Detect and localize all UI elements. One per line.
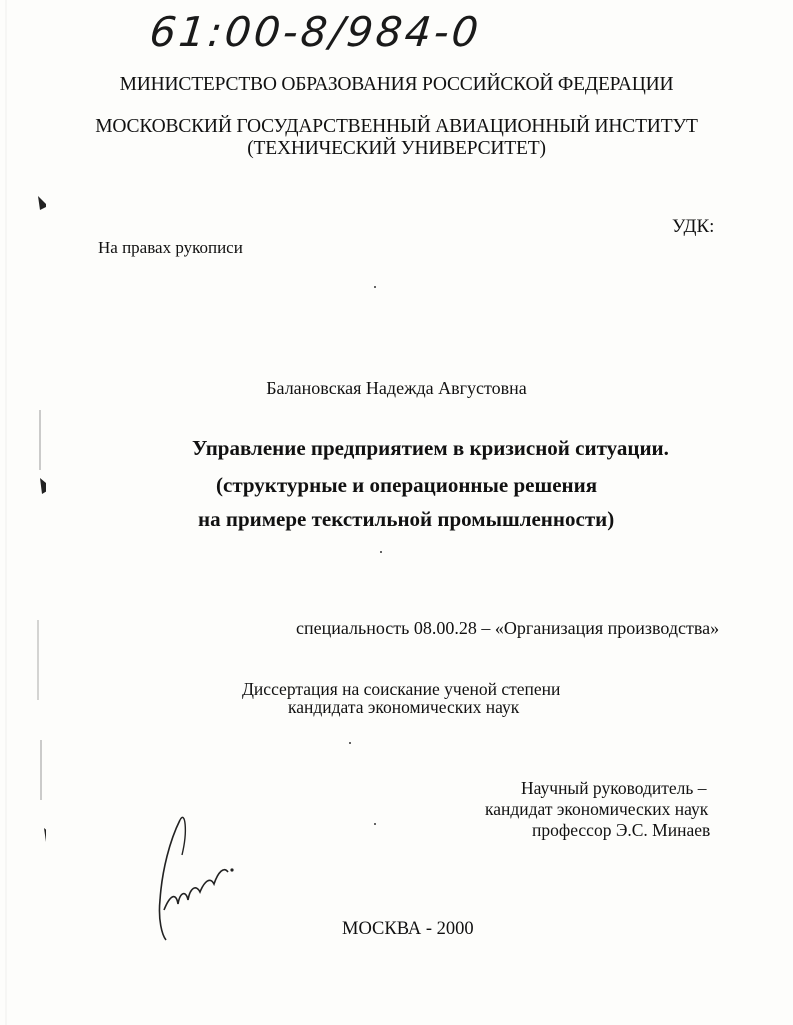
specialty-line: специальность 08.00.28 – «Организация производства» — [296, 618, 720, 638]
udk-label: УДК: — [672, 216, 715, 237]
dissertation-title-line-3: на примере текстильной промышленности) — [198, 507, 615, 531]
dissertation-title-line-2: (структурные и операционные решения — [216, 473, 598, 497]
supervisor-line-2: кандидат экономических наук — [485, 799, 709, 819]
author-name: Балановская Надежда Августовна — [266, 378, 527, 398]
degree-line-1: Диссертация на соискание ученой степени — [242, 679, 561, 699]
degree-line-2: кандидата экономических наук — [288, 697, 520, 717]
rights-note: На правах рукописи — [98, 238, 243, 257]
city-year: МОСКВА - 2000 — [342, 919, 474, 939]
ministry-name: МИНИСТЕРСТВО ОБРАЗОВАНИЯ РОССИЙСКОЙ ФЕДЕРАЦИИ — [119, 74, 674, 95]
supervisor-line-1: Научный руководитель – — [521, 778, 707, 798]
institute-subtitle: (ТЕХНИЧЕСКИЙ УНИВЕРСИТЕТ) — [247, 138, 546, 159]
handwritten-archive-code: 61:00-8/984-0 — [147, 8, 484, 56]
institute-name: МОСКОВСКИЙ ГОСУДАРСТВЕННЫЙ АВИАЦИОННЫЙ ИНСТИТУТ — [95, 116, 698, 137]
dissertation-title-line-1: Управление предприятием в кризисной ситуации. — [192, 436, 669, 460]
supervisor-line-3: профессор Э.С. Минаев — [532, 820, 711, 840]
handwritten-signature — [140, 800, 250, 950]
